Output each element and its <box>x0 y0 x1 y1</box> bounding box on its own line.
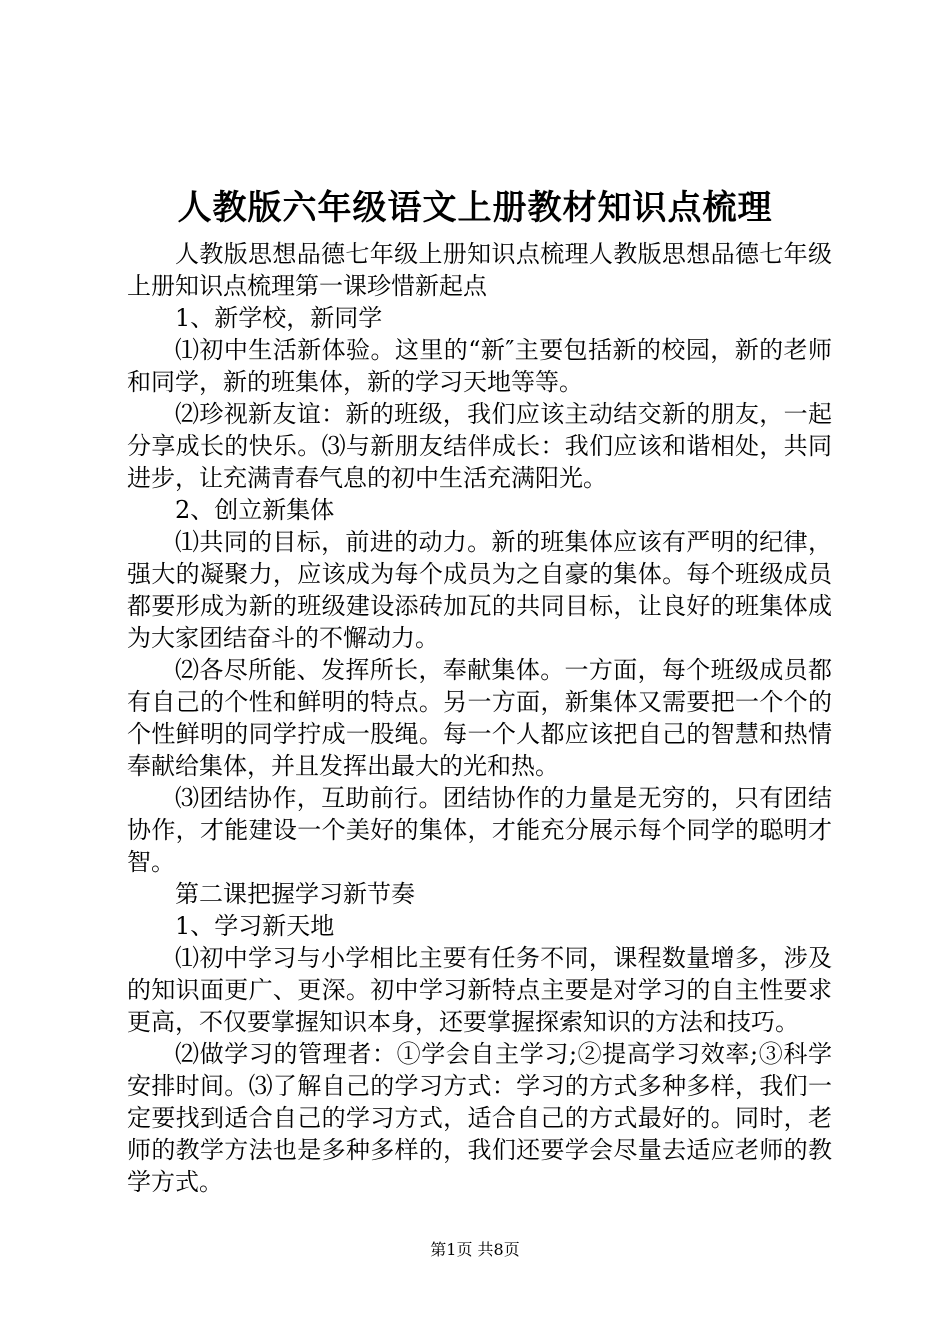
section-heading: 1、学习新天地 <box>175 912 335 940</box>
page-footer: 第1页 共8页 <box>430 1240 520 1259</box>
document-body <box>127 238 832 1198</box>
paragraph: ⑴共同的目标，前进的动力。新的班集体应该有严明的纪律，强大的凝聚力，应该成为每个成员为之自豪的集体。每个班级成员都要形成为新的班级建设添砖加瓦的共同目标，让良好的班集体成为大家团结奋斗的不懈动力。 <box>127 528 832 652</box>
paragraph: 人教版思想品德七年级上册知识点梳理人教版思想品德七年级上册知识点梳理第一课珍惜新起点 <box>127 240 832 300</box>
document-title: 人教版六年级语文上册教材知识点梳理 <box>177 188 773 228</box>
paragraph: ⑵做学习的管理者：①学会自主学习;②提高学习效率;③科学安排时间。⑶了解自己的学习方式：学习的方式多种多样，我们一定要找到适合自己的学习方式，适合自己的方式最好的。同时，老师的教学方法也是多种多样的，我们还要学会尽量去适应老师的教学方式。 <box>127 1040 832 1196</box>
lesson-heading: 第二课把握学习新节奏 <box>175 880 415 908</box>
paragraph: ⑶团结协作，互助前行。团结协作的力量是无穷的，只有团结协作，才能建设一个美好的集体，才能充分展示每个同学的聪明才智。 <box>127 784 832 876</box>
paragraph: ⑵珍视新友谊：新的班级，我们应该主动结交新的朋友，一起分享成长的快乐。⑶与新朋友结伴成长：我们应该和谐相处，共同进步，让充满青春气息的初中生活充满阳光。 <box>127 400 832 492</box>
section-heading: 2、创立新集体 <box>175 496 335 524</box>
paragraph: ⑴初中学习与小学相比主要有任务不同，课程数量增多，涉及的知识面更广、更深。初中学习新特点主要是对学习的自主性要求更高，不仅要掌握知识本身，还要掌握探索知识的方法和技巧。 <box>127 944 832 1036</box>
section-heading: 1、新学校，新同学 <box>175 304 383 332</box>
paragraph: ⑴初中生活新体验。这里的“新″主要包括新的校园，新的老师和同学，新的班集体，新的学习天地等等。 <box>127 336 832 396</box>
paragraph: ⑵各尽所能、发挥所长，奉献集体。一方面，每个班级成员都有自己的个性和鲜明的特点。另一方面，新集体又需要把一个个的个性鲜明的同学拧成一股绳。每一个人都应该把自己的智慧和热情奉献给集体，并且发挥出最大的光和热。 <box>127 656 832 780</box>
